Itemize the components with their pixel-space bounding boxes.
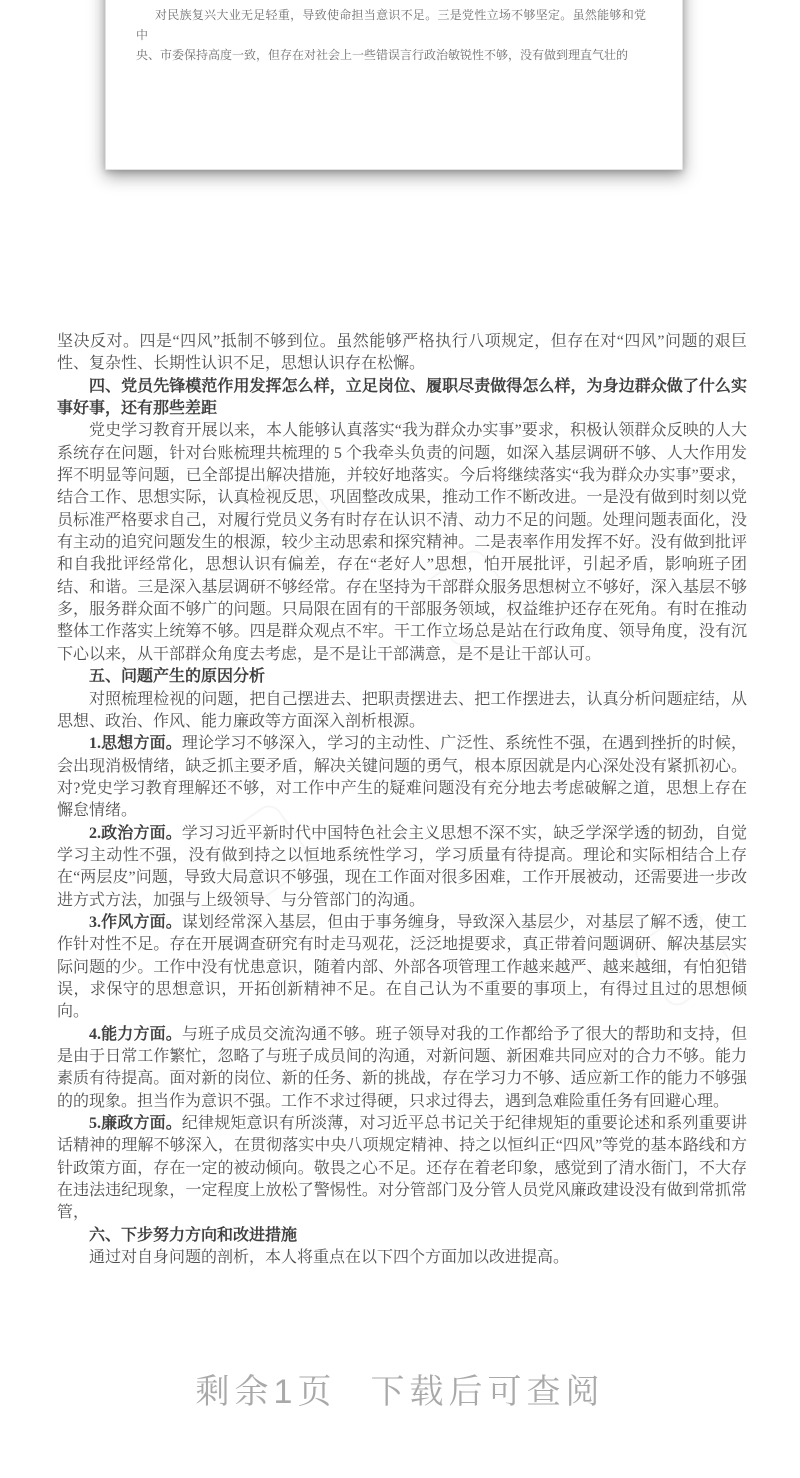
paragraph-text: 谋划经常深入基层，但由于事务缠身，导致深入基层少，对基层了解不透，使工作针对性不足。存在开展调查研究有时走马观花，泛泛地提要求，真正带着问题调研、解决基层实际问题的少。工作中没有忧患意识，随着内部、外部各项管理工作越来越严、越来越细，有怕犯错误，求保守的思想意识，开拓创新精神不足。在自己认为不重要的事项上，有得过且过的思想倾向。 [57, 913, 747, 1021]
paragraph-lead: 5.廉政方面。 [89, 1115, 182, 1133]
preview-text-line: 央、市委保持高度一致，但存在对社会上一些错误言行政治敏锐性不够，没有做到理直气壮的 [136, 48, 629, 62]
paragraph-text: 理论学习不够深入，学习的主动性、广泛性、系统性不强，在遇到挫折的时候，会出现消极情绪，缺乏抓主要矛盾，解决关键问题的勇气，根本原因就是内心深处没有紧抓初心。对?党史学习教育理解还不够，对工作中产生的疑难问题没有充分地去考虑破解之道，思想上存在懈怠情绪。 [57, 735, 747, 820]
remaining-pages-count: 剩余1页 [195, 1373, 337, 1411]
paragraph-text: 通过对自身问题的剖析，本人将重点在以下四个方面加以改进提高。 [89, 1249, 570, 1267]
paragraph-text: 对照梳理检视的问题，把自己摆进去、把职责摆进去、把工作摆进去，认真分析问题症结，从思想、政治、作风、能力廉政等方面深入剖析根源。 [57, 690, 747, 730]
heading-text: 六、下步努力方向和改进措施 [89, 1226, 298, 1244]
paragraph [57, 1113, 747, 1225]
paragraph-lead: 2.政治方面。 [89, 824, 182, 842]
paragraph-text: 党史学习教育开展以来，本人能够认真落实“我为群众办实事”要求，积极认领群众反映的人大系统存在问题，针对台账梳理共梳理的 5 个我牵头负责的问题，如深入基层调研不够、人大作用发挥不明显等问题，已全部提出解决措施，并较好地落实。今后将继续落实“我为群众办实事”要求，结合工作、思想实际，认真检视反思，巩固整改成果，推动工作不断改进。一是没有做到时刻以党员标准严格要求自己，对履行党员义务有时存在认识不清、动力不足的问题。处理问题表面化，没有主动的追究问题发生的根源，较少主动思索和探究精神。二是表率作用发挥不好。没有做到批评和自我批评经常化，思想认识有偏差，存在“老好人”思想，怕开展批评，引起矛盾，影响班子团结、和谐。三是深入基层调研不够经常。存在坚持为干部群众服务思想树立不够好，深入基层不够多，服务群众面不够广的问题。只局限在固有的干部服务领域，权益维护还存在死角。有时在推动整体工作落实上统筹不够。四是群众观点不牢。干工作立场总是站在行政角度、领导角度，没有沉下心以来，从干部群众角度去考虑，是不是让干部满意，是不是让干部认可。 [57, 422, 747, 663]
paragraph [57, 912, 747, 1024]
heading-text: 四、党员先锋模范作用发挥怎么样，立足岗位、履职尽责做得怎么样，为身边群众做了什么实事好事，还有那些差距 [57, 377, 747, 418]
paragraph [57, 1247, 747, 1269]
preview-page-text [136, 5, 646, 65]
section-heading [57, 666, 747, 688]
preview-text-line: 对民族复兴大业无足轻重，导致使命担当意识不足。三是党性立场不够坚定。虽然能够和党中 [136, 8, 646, 42]
paragraph-text: 纪律规矩意识有所淡薄，对习近平总书记关于纪律规矩的重要论述和系列重要讲话精神的理解不够深入，在贯彻落实中央八项规定精神、持之以恒纠正“四风”等党的基本路线和方针政策方面，存在一定的被动倾向。敬畏之心不足。还存在着老印象，感觉到了清水衙门，不大存在违法违纪现象，一定程度上放松了警惕性。对分管部门及分管人员党风廉政建设没有做到常抓常管， [57, 1115, 747, 1222]
paragraph-text: 坚决反对。四是“四风”抵制不够到位。虽然能够严格执行八项规定，但存在对“四风”问题的艰巨性、复杂性、长期性认识不足，思想认识存在松懈。 [57, 333, 747, 373]
paragraph-lead: 3.作风方面。 [89, 913, 182, 931]
download-hint: 下载后可查阅 [370, 1373, 605, 1411]
paragraph [57, 1024, 747, 1113]
paragraph-lead: 4.能力方面。 [89, 1025, 182, 1043]
paragraph-lead: 1.思想方面。 [89, 735, 182, 753]
paragraph-text: 学习习近平新时代中国特色社会主义思想不深不实，缺乏学深学透的韧劲，自觉学习主动性不强，没有做到持之以恒地系统性学习，学习质量有待提高。理论和实际相结合上存在“两层皮”问题，导致大局意识不够强，现在工作面对很多困难，工作开展被动，还需要进一步改进方式方法，加强与上级领导、与分管部门的沟通。 [57, 824, 747, 909]
section-heading [57, 1225, 747, 1247]
paragraph-text: 与班子成员交流沟通不够。班子领导对我的工作都给予了很大的帮助和支持，但是由于日常工作繁忙，忽略了与班子成员间的沟通，对新问题、新困难共同应对的合力不够。能力素质有待提高。面对新的岗位、新的任务、新的挑战，存在学习力不够、适应新工作的能力不够强的的现象。担当作为意识不强。工作不求过得硬，只求过得去，遇到急难险重任务有回避心理。 [57, 1025, 747, 1110]
heading-text: 五、问题产生的原因分析 [89, 668, 266, 686]
section-heading [57, 376, 747, 421]
paragraph [57, 733, 747, 822]
paragraph [57, 420, 747, 666]
document-preview-page[interactable] [105, 0, 683, 170]
paragraph [57, 823, 747, 912]
remaining-pages-notice [0, 1372, 800, 1412]
document-body [57, 331, 747, 1269]
paragraph [57, 689, 747, 734]
paragraph [57, 331, 747, 376]
